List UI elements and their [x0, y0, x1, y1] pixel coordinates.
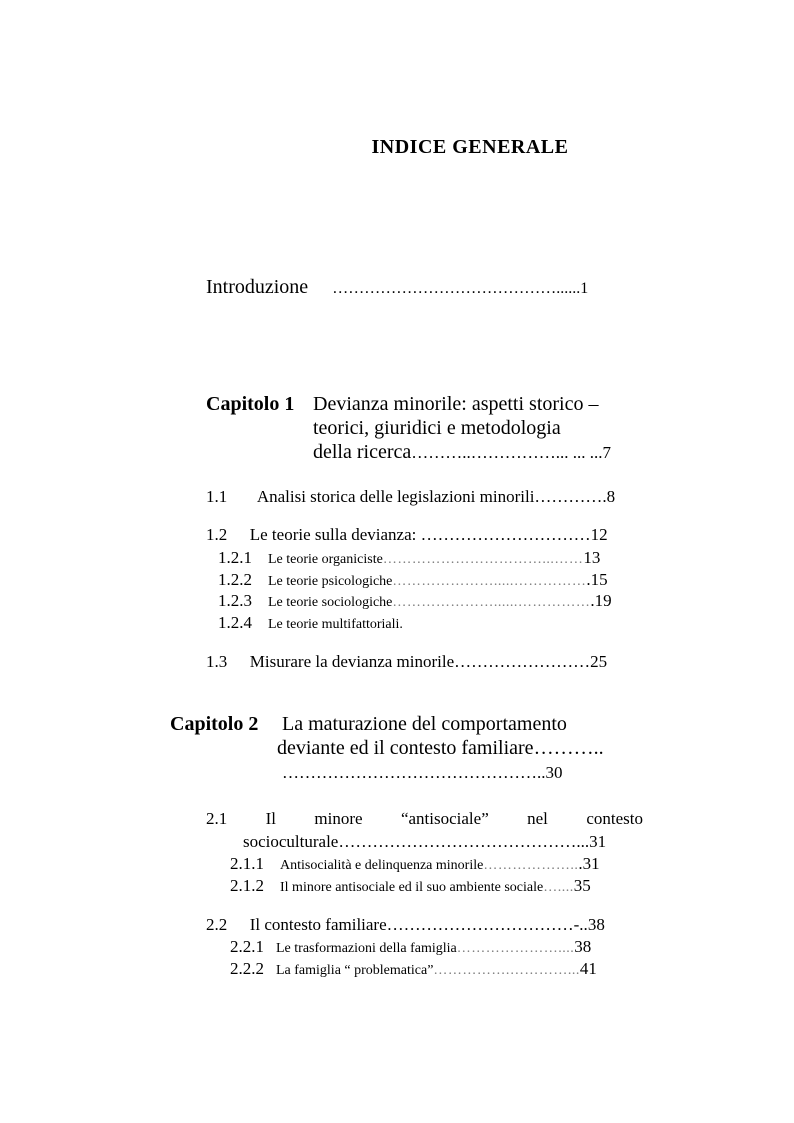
- page-number: .19: [590, 591, 612, 610]
- page-number: 35: [573, 876, 591, 895]
- section-number: 1.2.4: [218, 613, 252, 632]
- leader-dots: …………………....: [456, 941, 575, 956]
- section-number: 2.1.1: [230, 854, 264, 873]
- page-number: 38: [574, 937, 592, 956]
- toc-entry-2-2[interactable]: [206, 915, 605, 935]
- page-number: 25: [590, 652, 608, 671]
- page-number: .30: [541, 763, 563, 782]
- section-number: 2.2: [206, 915, 228, 934]
- title-word: minore: [314, 809, 363, 828]
- entry-label: Analisi storica delle legislazioni minorili: [256, 487, 535, 506]
- page-number: .31: [578, 854, 600, 873]
- leader-dots: …………………......……………: [392, 595, 591, 610]
- leader-dots: ……………………………………….: [282, 763, 542, 782]
- toc-entry-1-2[interactable]: [206, 525, 608, 545]
- section-number: 2.2.2: [230, 959, 264, 978]
- entry-label: della ricerca: [313, 441, 412, 463]
- page-number: 13: [583, 548, 601, 567]
- leader-dots: …………: [534, 487, 603, 506]
- section-number: 2.1.2: [230, 876, 264, 895]
- toc-entry-2-1-2[interactable]: [230, 876, 591, 896]
- toc-entry-1-2-2[interactable]: [218, 570, 608, 590]
- toc-entry-1-1[interactable]: [206, 487, 615, 507]
- page-number: 12: [590, 525, 608, 544]
- section-number: 1.1: [206, 487, 228, 506]
- title-word: contesto: [586, 809, 643, 828]
- section-number: 1.2.3: [218, 591, 252, 610]
- page-number: 1: [580, 280, 589, 297]
- entry-label: Le teorie sociologiche: [268, 595, 393, 610]
- leader-dots: ………..……………... ... ...: [411, 443, 603, 462]
- page-number: 41: [579, 959, 597, 978]
- toc-entry-2-1[interactable]: [206, 809, 643, 829]
- entry-label: Le teorie psicologiche: [268, 574, 393, 589]
- toc-entry-introduction[interactable]: [206, 276, 588, 299]
- entry-label: socioculturale: [243, 832, 339, 851]
- section-number: 1.2: [206, 525, 228, 544]
- entry-label: Le teorie multifattoriali.: [268, 617, 403, 632]
- entry-label: Misurare la devianza minorile: [249, 652, 455, 671]
- leader-dots: ………..: [533, 737, 604, 759]
- leader-dots: ………………..: [483, 858, 579, 873]
- toc-entry-2-2-1[interactable]: [230, 937, 591, 957]
- section-number: 2.2.1: [230, 937, 264, 956]
- toc-entry-1-2-3[interactable]: [218, 591, 612, 611]
- entry-label: Le trasformazioni della famiglia: [276, 941, 457, 956]
- leader-dots: …………………………: [420, 525, 591, 544]
- leader-dots: ……………………………-..: [386, 915, 588, 934]
- page-number: .31: [584, 832, 607, 851]
- section-number: 2.1: [206, 809, 228, 828]
- page-number: 7: [602, 443, 612, 462]
- toc-entry-2-1-line2[interactable]: [243, 832, 606, 852]
- section-number: 1.2.2: [218, 570, 252, 589]
- entry-label: Il minore antisociale ed il suo ambiente sociale: [280, 880, 544, 895]
- section-number: 1.3: [206, 652, 228, 671]
- title-word: Il: [265, 809, 277, 828]
- leader-dots: ……………………: [454, 652, 591, 671]
- leader-dots: ……………………………………......: [332, 280, 581, 297]
- toc-entry-1-2-4[interactable]: [218, 613, 403, 633]
- leader-dots: ………………….....……………: [392, 574, 587, 589]
- page-number: .8: [602, 487, 616, 506]
- section-number: 1.2.1: [218, 548, 252, 567]
- leader-dots: ……………………………………..: [338, 832, 585, 851]
- chapter-2-title-line1: La maturazione del comportamento: [282, 713, 567, 735]
- entry-label: Il contesto familiare: [249, 915, 387, 934]
- page-number: 38: [587, 915, 605, 934]
- toc-entry-chapter-2[interactable]: [282, 763, 563, 783]
- page-number: .15: [586, 570, 608, 589]
- leader-dots: …....: [543, 880, 574, 895]
- entry-label: Introduzione: [206, 276, 309, 298]
- toc-entry-2-1-1[interactable]: [230, 854, 600, 874]
- chapter-1-title-line1: Devianza minorile: aspetti storico –: [313, 393, 599, 415]
- chapter-1-label: Capitolo 1: [206, 393, 295, 415]
- toc-entry-1-2-1[interactable]: [218, 548, 600, 568]
- entry-label: Le teorie sulla devianza:: [249, 525, 417, 544]
- toc-entry-chapter-1[interactable]: [313, 441, 611, 464]
- chapter-1-title-line2: teorici, giuridici e metodologia: [313, 417, 561, 439]
- entry-label: La famiglia “ problematica”: [276, 963, 434, 978]
- toc-entry-1-3[interactable]: [206, 652, 607, 672]
- page-title: INDICE GENERALE: [371, 136, 569, 158]
- leader-dots: ……………………………...……: [382, 552, 584, 567]
- entry-label: Le teorie organiciste: [268, 552, 383, 567]
- toc-entry-2-2-2[interactable]: [230, 959, 597, 979]
- entry-label: Antisocialità e delinquenza minorile: [280, 858, 484, 873]
- chapter-2-title-line2: [277, 737, 604, 760]
- leader-dots: …………….…………...: [433, 963, 580, 978]
- title-word: “antisociale”: [400, 809, 489, 828]
- title-word: nel: [527, 809, 548, 828]
- chapter-2-label: Capitolo 2: [170, 713, 259, 735]
- chapter-2-title-text: deviante ed il contesto familiare: [277, 737, 534, 759]
